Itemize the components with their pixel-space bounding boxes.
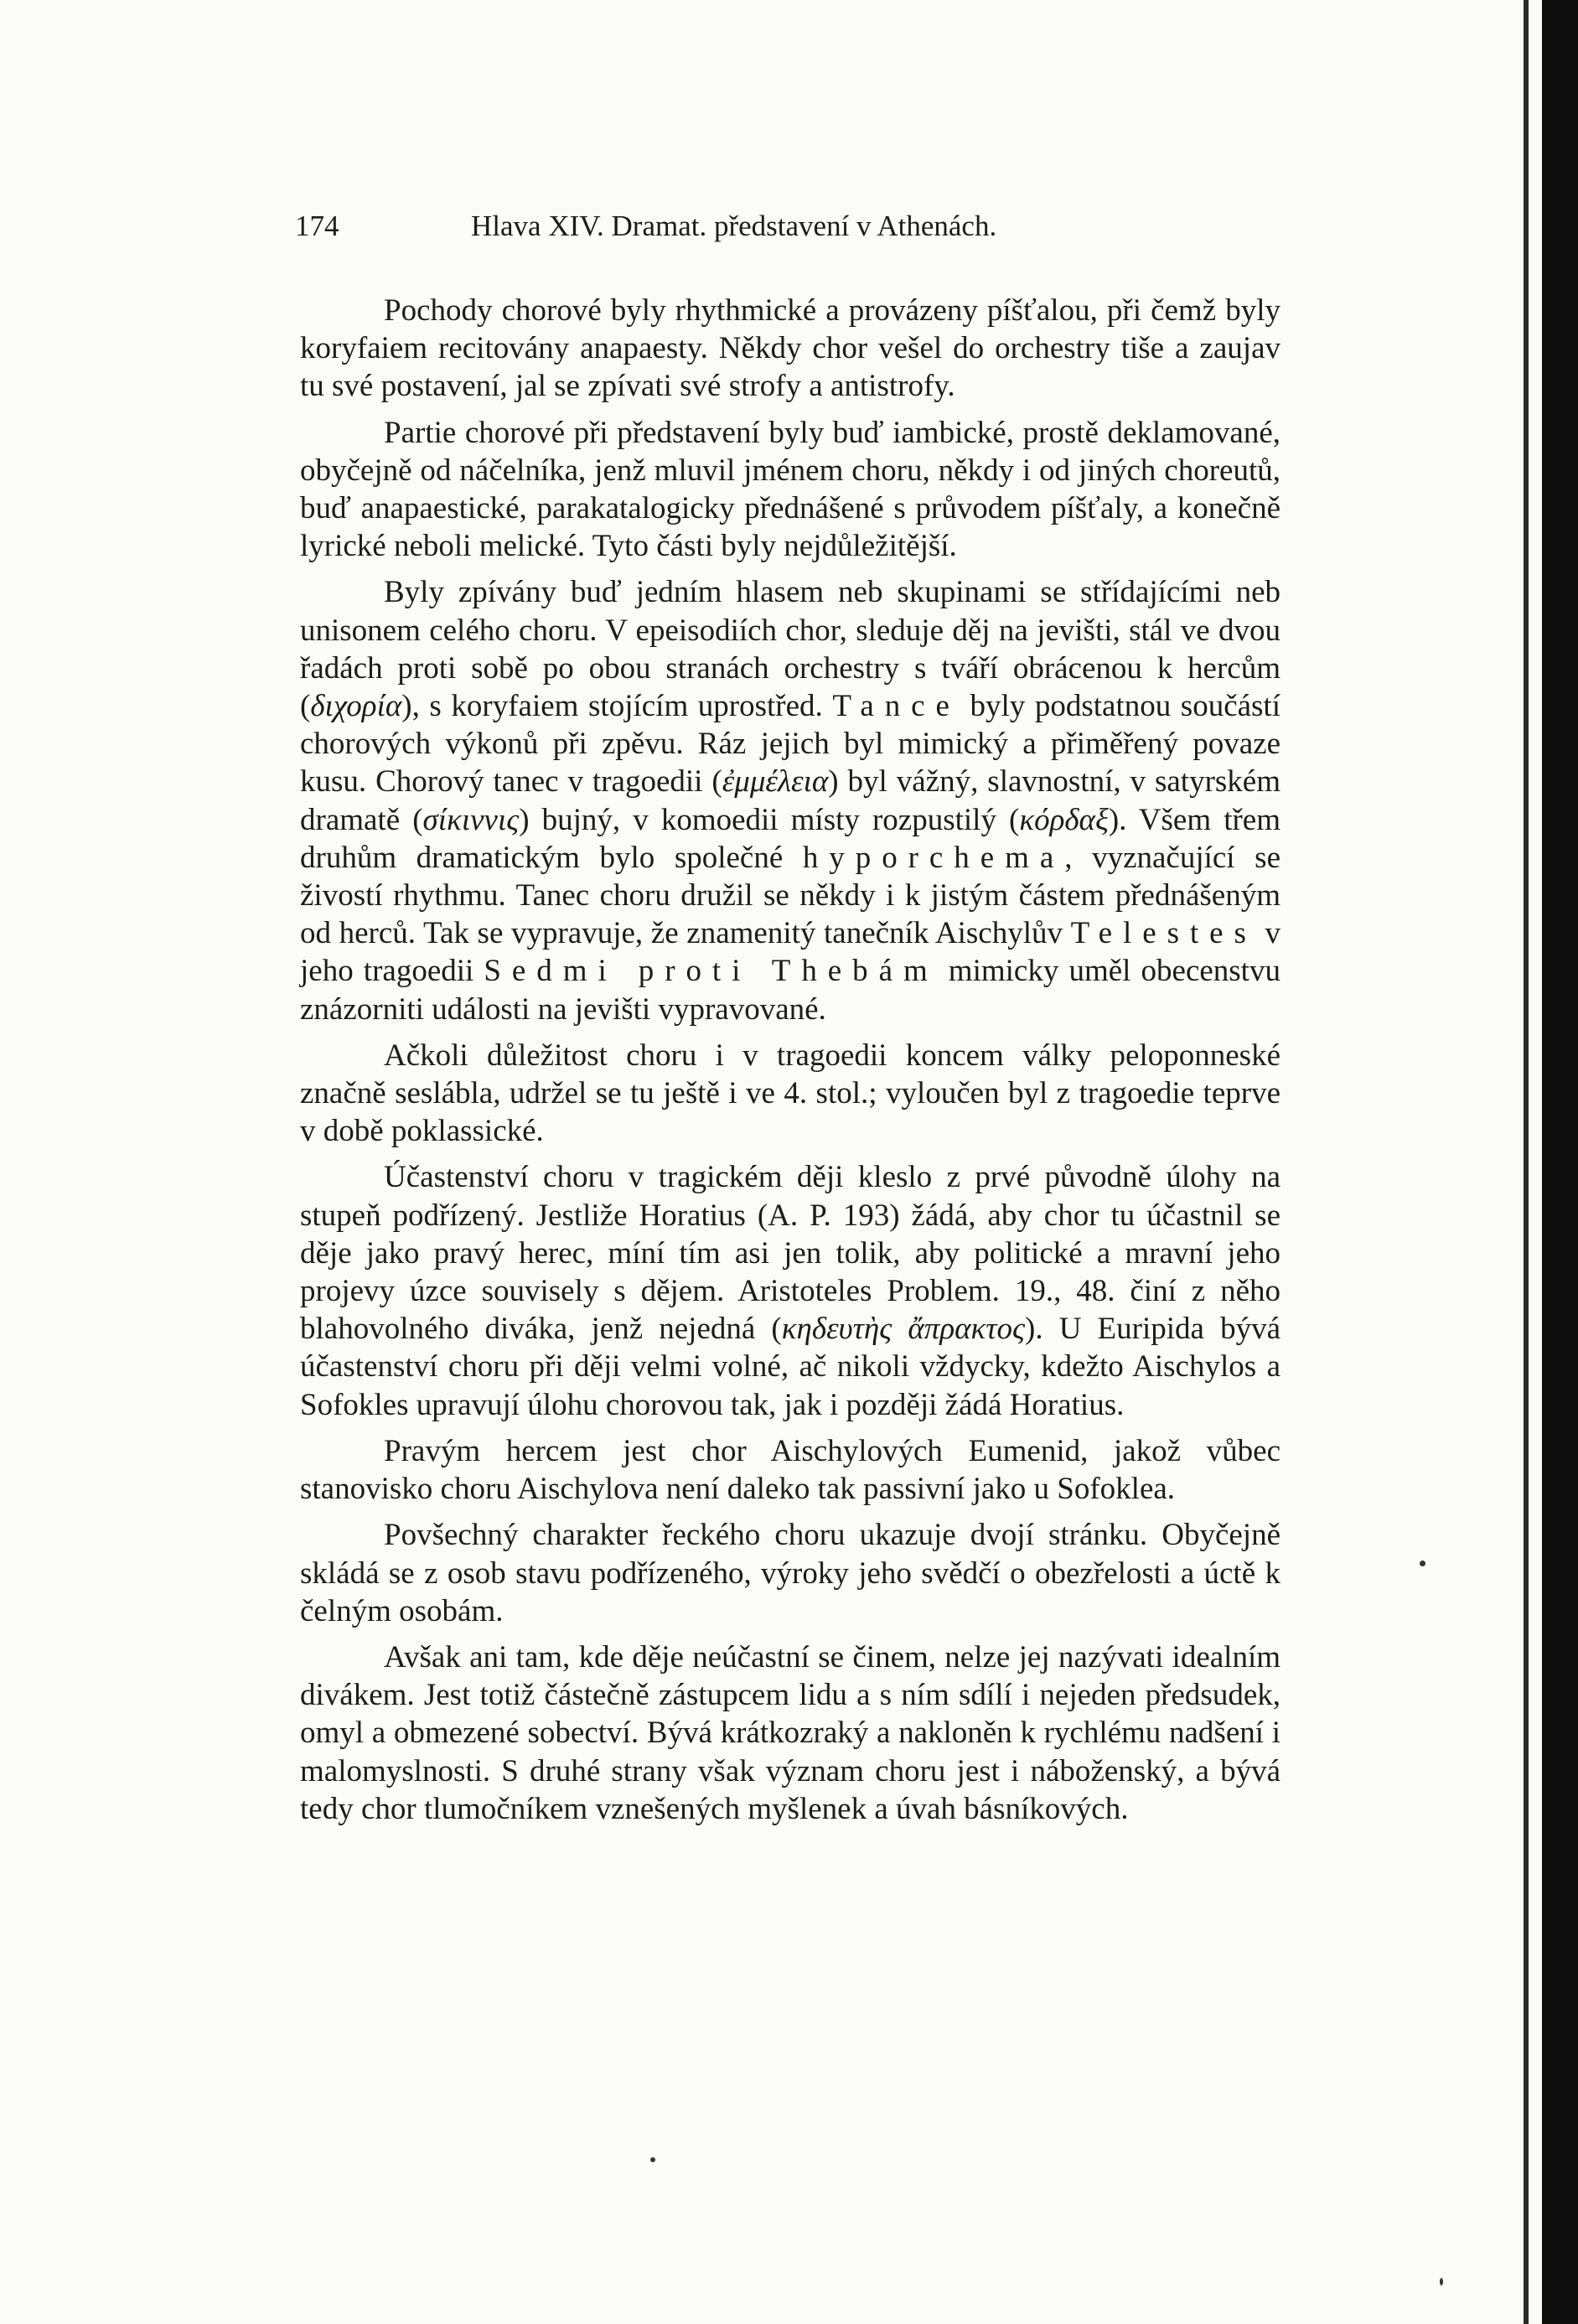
paragraph [300, 1516, 1281, 1630]
greek-term: σίκιννις [422, 802, 520, 837]
paragraph [300, 1432, 1281, 1508]
text-run: Byly zpívány buď jedním hlasem neb skupinami se střídajícími neb unisonem celého choru. V epeisodiích chor, sleduje děj na jevišti, stál ve dvou řadách proti sobě po obou stranách orchestry s tváří obrácenou k hercům ( [300, 575, 1281, 724]
text-run: Avšak ani tam, kde děje neúčastní se činem, nelze jej nazývati idealním divákem. Jest totiž částečně zástupcem lidu a s ním sdílí i nejeden předsudek, omyl a obmezené sobectví. Bývá krátkozraký a nakloněn k rychlému nadšení i malomyslnosti. S druhé strany však význam choru jest i náboženský, a bývá tedy chor tlumočníkem vznešených myšlenek a úvah básníkových. [300, 1639, 1281, 1826]
text-run: ). U Euripida bývá účastenství choru při ději velmi volné, ač nikoli vždycky, kdežto Aischylos a Sofokles upravují úlohu chorovou tak, jak i později žádá Horatius. [300, 1312, 1281, 1422]
greek-term: κόρδαξ [1019, 802, 1109, 837]
greek-term: ἐμμέλεια [722, 764, 829, 800]
text-run: ) byl vážný, slavnostní, v satyrském dramatě ( [300, 764, 1281, 837]
scan-speck [1420, 1561, 1425, 1566]
text-run: mimicky uměl obecenstvu znázorniti události na jevišti vypravované. [300, 954, 1281, 1027]
text-run: Pochody chorové byly rhythmické a provázeny píšťalou, při čemž byly koryfaiem recitovány anapaesty. Někdy chor vešel do orchestry tiše a zaujav tu své postavení, jal se zpívati své strofy a antistrofy. [300, 293, 1281, 404]
text-run: Účastenství choru v tragickém ději kleslo z prvé původně úlohy na stupeň podřízený. Jestliže Horatius (A. P. 193) žádá, aby chor tu účastnil se děje jako pravý herec, míní tím asi jen tolik, aby politické a mravní jeho projevy úzce souvisely s dějem. Aristoteles Problem. 19., 48. činí z něho blahovolného diváka, jenž nejedná ( [300, 1160, 1281, 1347]
text-run: Ačkoli důležitost choru i v tragoedii koncem války peloponneské značně seslábla, udržel se tu ještě i ve 4. stol.; vyloučen byl z tragoedie teprve v době poklassické. [300, 1038, 1281, 1149]
body-text [300, 292, 1281, 1836]
text-run: ) bujný, v komoedii místy rozpustilý ( [519, 802, 1020, 837]
text-run: Pravým hercem jest chor Aischylových Eumenid, jakož vůbec stanovisko choru Aischylova není daleko tak passivní jako u Sofoklea. [300, 1433, 1281, 1507]
chapter-title: Hlava XIV. Dramat. představení v Athenách. [471, 210, 997, 242]
paragraph [300, 573, 1281, 1027]
paragraph [300, 1037, 1281, 1151]
greek-term: κηδευτὴς ἄπρακτος [781, 1312, 1026, 1347]
page-edge-line [1524, 0, 1529, 2324]
paragraph [300, 292, 1281, 406]
spaced-term: Tance [832, 689, 960, 724]
text-run: , vyznačující se živostí rhythmu. Tanec choru družil se někdy i k jistým částem přednášeným od herců. Tak se vypravuje, že znamenitý tanečník Aischylův [300, 840, 1281, 951]
scan-speck [650, 2157, 655, 2162]
paragraph [300, 1638, 1281, 1828]
spaced-term: Telestes [1070, 916, 1257, 951]
text-run: Povšechný charakter řeckého choru ukazuje dvojí stránku. Obyčejně skládá se z osob stavu podřízeného, výroky jeho svědčí o obezřelosti a úctě k čelným osobám. [300, 1518, 1281, 1628]
text-run: v jeho tragoedii [300, 916, 1281, 989]
running-head [295, 210, 1301, 251]
paragraph [300, 1158, 1281, 1423]
spaced-term: Sedmi proti Thebám [484, 954, 939, 989]
page-number: 174 [295, 210, 339, 242]
spaced-term: hyporchema [802, 840, 1065, 875]
scan-speck [1440, 2278, 1443, 2285]
text-run: Partie chorové při představení byly buď iambické, prostě deklamované, obyčejně od náčelníka, jenž mluvil jménem choru, někdy i od jiných choreutů, buď anapaestické, parakatalogicky přednášené s průvodem píšťaly, a konečně lyrické neboli melické. Tyto části byly nejdůležitější. [300, 415, 1281, 564]
text-run: byly podstatnou součástí chorových výkonů při zpěvu. Ráz jejich byl mimický a přiměřený povaze kusu. Chorový tanec v tragoedii ( [300, 689, 1281, 800]
text-run: ). Všem třem druhům dramatickým bylo společné [300, 802, 1281, 875]
scan-border [1542, 0, 1578, 2324]
greek-term: διχορία [310, 689, 402, 724]
paragraph [300, 414, 1281, 566]
text-run: ), s koryfaiem stojícím uprostřed. [401, 689, 833, 724]
